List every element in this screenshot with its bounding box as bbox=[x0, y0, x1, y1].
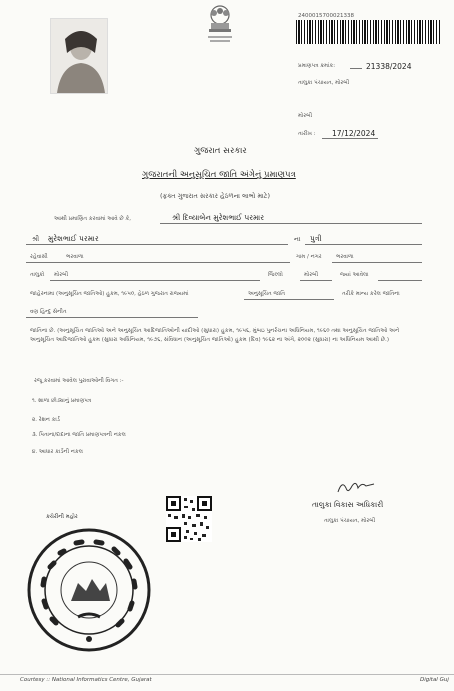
relation-label: ના bbox=[294, 235, 301, 243]
father-line bbox=[26, 244, 288, 245]
relation-line bbox=[305, 244, 422, 245]
barcode bbox=[296, 20, 440, 44]
district-value: મોરબી bbox=[304, 272, 319, 278]
district-label: જિલ્લો bbox=[268, 272, 283, 278]
legal-paragraph: જાતિના છે. (અનુસૂચિત જાતિઓ અને અનુસૂચિત આદિજાતિઓની યાદીઓ (સુધારા) હુકમ, ૧૯૫૬, મુંબઇ પુનર્રચના અધિનિયમ, ૧૯૬૦ તથા અનુસૂચિત જાતિઓ અને અનુસૂચિત આદિજાતિઓ હુકમ (સુધારા અધિનિયમ, ૧૯૭૬, સંવિધાન (અનુસૂચિત જાતિઓ) હુકમ (દિવ) ૧૯૬૨ ના અંગે, ૨૦૦૨ (સુધારા) ના અધિનિયમ આથી છે.) bbox=[30, 328, 400, 344]
signature-office: તાલુકા પંચાયત, મોરબી bbox=[324, 518, 376, 524]
document-item: ૧. શાળા છોડ્યાનું પ્રમાણપત્ર bbox=[32, 398, 92, 404]
barcode-number: 2400015700021338 bbox=[298, 13, 354, 19]
issue-date: 17/12/2024 bbox=[332, 129, 376, 138]
state-emblem-icon bbox=[200, 3, 240, 45]
certificate-title: ગુજરાતની અનુસૂચિત જાતિ અંગેનું પ્રમાણપત્ર bbox=[142, 170, 296, 180]
footer-right: Digital Guj bbox=[420, 677, 449, 683]
gam-line bbox=[332, 262, 422, 263]
category-line bbox=[244, 299, 334, 300]
office-seal-icon bbox=[26, 527, 152, 653]
relation-value: પુત્રી bbox=[310, 234, 322, 243]
name-line bbox=[160, 223, 422, 224]
qr-code bbox=[166, 496, 212, 542]
office-line: તાલુકા પંચાયત, મોરબી bbox=[298, 80, 350, 86]
taluka-value: મોરબી bbox=[54, 272, 69, 278]
father-name: મુરેશભાઈ પરમાર bbox=[48, 234, 99, 243]
signature-title: તાલુકા વિકાસ અધિકારી bbox=[312, 500, 384, 509]
applicant-name: શ્રી દિવ્યાબેન મુરેશભાઈ પરમાર bbox=[172, 213, 265, 222]
gam-label: ગામ / નગર bbox=[296, 254, 322, 260]
document-item: ૩. પિતાના/દાદાના જાતિ પ્રમાણપત્રની નકલ bbox=[32, 432, 126, 438]
page-footer bbox=[0, 674, 454, 689]
recognized-text: તરીકે માન્ય કરેલ જાતિના bbox=[342, 291, 400, 297]
footer-courtesy: Courtesy :: National Informatics Centre, Gujarat bbox=[20, 677, 152, 683]
taluka-label: તાલુકો bbox=[30, 272, 45, 278]
applicant-photo bbox=[50, 18, 108, 94]
state-line bbox=[378, 280, 422, 281]
certify-label: આથી પ્રમાણિત કરવામાં આવે છે કે, bbox=[54, 216, 132, 222]
village-label: રહેવાસી bbox=[30, 254, 48, 260]
village-value: ભરવાળા bbox=[66, 254, 84, 260]
place-label: મોરબી bbox=[298, 113, 313, 119]
cert-number: 21338/2024 bbox=[366, 62, 412, 71]
caste-line bbox=[26, 317, 198, 318]
signature-scribble bbox=[336, 478, 376, 496]
gam-value: ભરવાળા bbox=[336, 254, 354, 260]
govt-title: ગુજરાત સરકાર bbox=[194, 146, 247, 156]
caste-category: અનુસૂચિત જાતિ bbox=[248, 291, 286, 297]
district-line bbox=[300, 280, 332, 281]
date-label: તારીખ : bbox=[298, 131, 316, 137]
date-line bbox=[322, 138, 378, 139]
notification-text: જાહેરનામા (અનુસૂચિત જાતિઓ) હુકમ, ૧૯૫૦, હેઠળ ગુજરાત રાજ્યમાં bbox=[30, 291, 189, 297]
taluka-line bbox=[50, 280, 260, 281]
cert-no-label: પ્રમાણપત્ર ક્રમાંક: bbox=[298, 63, 336, 69]
certificate-subtitle: (ફક્ત ગુજરાત સરકાર હેઠળના લાભો માટે) bbox=[160, 192, 270, 200]
documents-label: રજૂ કરવામાં આવેલ પુરાવાઓની વિગત :- bbox=[34, 378, 124, 384]
caste-value: વણ હિન્દુ સેનીત bbox=[30, 309, 67, 315]
cert-no-line bbox=[350, 68, 362, 69]
document-item: ૨. રેશન કાર્ડ bbox=[32, 417, 60, 423]
father-prefix: શ્રી bbox=[32, 235, 40, 243]
document-item: ૪. આધાર કાર્ડની નકલ bbox=[32, 449, 83, 455]
state-label: જ્યાં આવેલા bbox=[340, 272, 369, 278]
seal-label: ક્ચેરીની મહોર bbox=[46, 514, 78, 520]
village-line bbox=[26, 262, 290, 263]
